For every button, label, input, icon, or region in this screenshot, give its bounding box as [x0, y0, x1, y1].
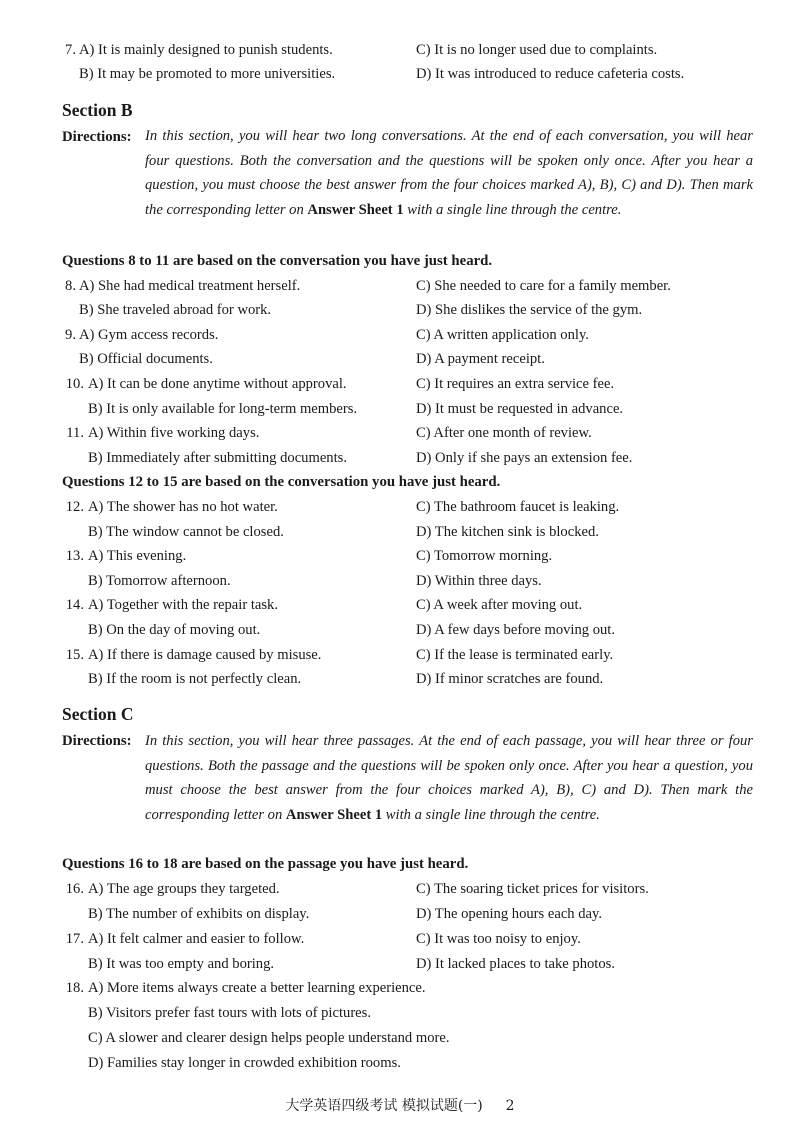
- option-a: A) It can be done anytime without approval.: [88, 376, 347, 392]
- question-8-row2: [0, 299, 800, 321]
- directions-text-end: with a single line through the centre.: [382, 806, 600, 823]
- option-d: D) Only if she pays an extension fee.: [416, 450, 633, 466]
- question-number: 7.: [65, 42, 76, 58]
- option-d: D) Families stay longer in crowded exhibition rooms.: [88, 1055, 401, 1071]
- question-number: 14.: [65, 597, 84, 613]
- option-c: C) It requires an extra service fee.: [416, 376, 615, 392]
- option-c: C) A slower and clearer design helps people understand more.: [88, 1030, 450, 1046]
- option-c: C) The bathroom faucet is leaking.: [416, 499, 620, 515]
- question-17: [0, 928, 800, 950]
- option-b: B) Immediately after submitting documents.: [88, 450, 347, 466]
- option-b: B) On the day of moving out.: [88, 622, 261, 638]
- question-12: [0, 496, 800, 518]
- question-11: [0, 422, 800, 444]
- section-b-directions: [145, 124, 753, 222]
- question-10-row2: [0, 398, 800, 420]
- option-c: C) It is no longer used due to complaints.: [416, 42, 658, 58]
- question-number: 15.: [65, 647, 84, 663]
- option-b: B) Tomorrow afternoon.: [88, 573, 231, 589]
- section-b-directions-label: Directions:: [62, 129, 132, 145]
- question-8: [0, 275, 800, 297]
- question-number: 12.: [65, 499, 84, 515]
- question-7: [0, 39, 800, 61]
- question-number: 11.: [66, 425, 84, 441]
- option-c: C) Tomorrow morning.: [416, 548, 553, 564]
- option-b: B) Official documents.: [79, 351, 213, 367]
- question-15: [0, 644, 800, 666]
- directions-text: In this section, you will hear three passages. At the end of each passage, you will hear three or four questions. Both the passage and the questions will be spoken only once. After you hear a question, you must choose the best answer from the four choices marked A), B), C) and D). Then mark the corresponding letter on: [145, 733, 753, 823]
- question-10: [0, 373, 800, 395]
- question-13: [0, 545, 800, 567]
- question-group-heading: Questions 16 to 18 are based on the passage you have just heard.: [62, 856, 469, 872]
- option-b: B) The number of exhibits on display.: [88, 906, 310, 922]
- option-d: D) The kitchen sink is blocked.: [416, 524, 599, 540]
- question-number: 9.: [65, 327, 76, 343]
- option-d: D) It lacked places to take photos.: [416, 956, 615, 972]
- section-b-title: Section B: [62, 100, 133, 120]
- question-11-row2: [0, 447, 800, 469]
- question-18-row2: [0, 1002, 800, 1024]
- option-c: C) A week after moving out.: [416, 597, 583, 613]
- option-b: B) It was too empty and boring.: [88, 956, 275, 972]
- option-d: D) A few days before moving out.: [416, 622, 616, 638]
- question-15-row2: [0, 668, 800, 690]
- option-a: A) The shower has no hot water.: [88, 499, 278, 515]
- directions-text-end: with a single line through the centre.: [403, 201, 622, 218]
- question-number: 10.: [65, 376, 84, 392]
- directions-text: In this section, you will hear two long conversations. At the end of each conversation, you will hear four questions. Both the conversation and the questions will be spoken only once. After you hear a question, you must choose the best answer from the four choices marked A), B), C) and D). Then mark the corresponding letter on: [145, 128, 753, 218]
- question-16-row2: [0, 903, 800, 925]
- option-a: A) The age groups they targeted.: [88, 881, 280, 897]
- option-a: A) If there is damage caused by misuse.: [88, 647, 322, 663]
- option-b: B) If the room is not perfectly clean.: [88, 671, 302, 687]
- page-number: 2: [505, 1098, 515, 1114]
- option-b: B) Visitors prefer fast tours with lots of pictures.: [88, 1005, 371, 1021]
- option-a: A) More items always create a better learning experience.: [88, 980, 426, 996]
- question-number: 18.: [65, 980, 84, 996]
- option-a: A) Within five working days.: [88, 425, 260, 441]
- section-c-directions: [145, 729, 753, 827]
- question-17-row2: [0, 953, 800, 975]
- question-number: 17.: [65, 931, 84, 947]
- answer-sheet-ref: Answer Sheet 1: [285, 806, 383, 823]
- option-a: A) Together with the repair task.: [88, 597, 278, 613]
- option-d: D) If minor scratches are found.: [416, 671, 604, 687]
- option-b: B) She traveled abroad for work.: [79, 302, 272, 318]
- option-c: C) She needed to care for a family member.: [416, 278, 671, 294]
- question-18: [0, 977, 800, 999]
- option-c: C) After one month of review.: [416, 425, 592, 441]
- option-d: D) A payment receipt.: [416, 351, 545, 367]
- question-9-row2: [0, 348, 800, 370]
- option-d: D) It was introduced to reduce cafeteria costs.: [416, 66, 685, 82]
- question-group-heading: Questions 12 to 15 are based on the conversation you have just heard.: [62, 474, 501, 490]
- question-13-row2: [0, 570, 800, 592]
- option-c: C) The soaring ticket prices for visitors.: [416, 881, 649, 897]
- option-d: D) It must be requested in advance.: [416, 401, 624, 417]
- question-number: 8.: [65, 278, 76, 294]
- option-a: A) It is mainly designed to punish students.: [79, 42, 333, 58]
- option-b: B) It may be promoted to more universities.: [79, 66, 336, 82]
- option-b: B) The window cannot be closed.: [88, 524, 284, 540]
- question-7-row2: [0, 63, 800, 85]
- exam-title: 大学英语四级考试 模拟试题(一): [285, 1098, 483, 1114]
- page-footer: [0, 1095, 800, 1115]
- question-9: [0, 324, 800, 346]
- option-c: C) It was too noisy to enjoy.: [416, 931, 581, 947]
- question-number: 13.: [65, 548, 84, 564]
- option-c: C) A written application only.: [416, 327, 589, 343]
- option-a: A) She had medical treatment herself.: [79, 278, 301, 294]
- section-c-directions-label: Directions:: [62, 733, 132, 749]
- option-a: A) This evening.: [88, 548, 187, 564]
- answer-sheet-ref: Answer Sheet 1: [307, 201, 404, 218]
- option-d: D) Within three days.: [416, 573, 542, 589]
- question-number: 16.: [65, 881, 84, 897]
- question-group-heading: Questions 8 to 11 are based on the conversation you have just heard.: [62, 253, 493, 269]
- option-a: A) Gym access records.: [79, 327, 219, 343]
- question-14-row2: [0, 619, 800, 641]
- question-16: [0, 878, 800, 900]
- option-d: D) She dislikes the service of the gym.: [416, 302, 643, 318]
- option-b: B) It is only available for long-term members.: [88, 401, 358, 417]
- question-14: [0, 594, 800, 616]
- question-18-row4: [0, 1052, 800, 1074]
- option-d: D) The opening hours each day.: [416, 906, 603, 922]
- section-c-title: Section C: [62, 704, 134, 724]
- option-a: A) It felt calmer and easier to follow.: [88, 931, 305, 947]
- question-18-row3: [0, 1027, 800, 1049]
- option-c: C) If the lease is terminated early.: [416, 647, 614, 663]
- question-12-row2: [0, 521, 800, 543]
